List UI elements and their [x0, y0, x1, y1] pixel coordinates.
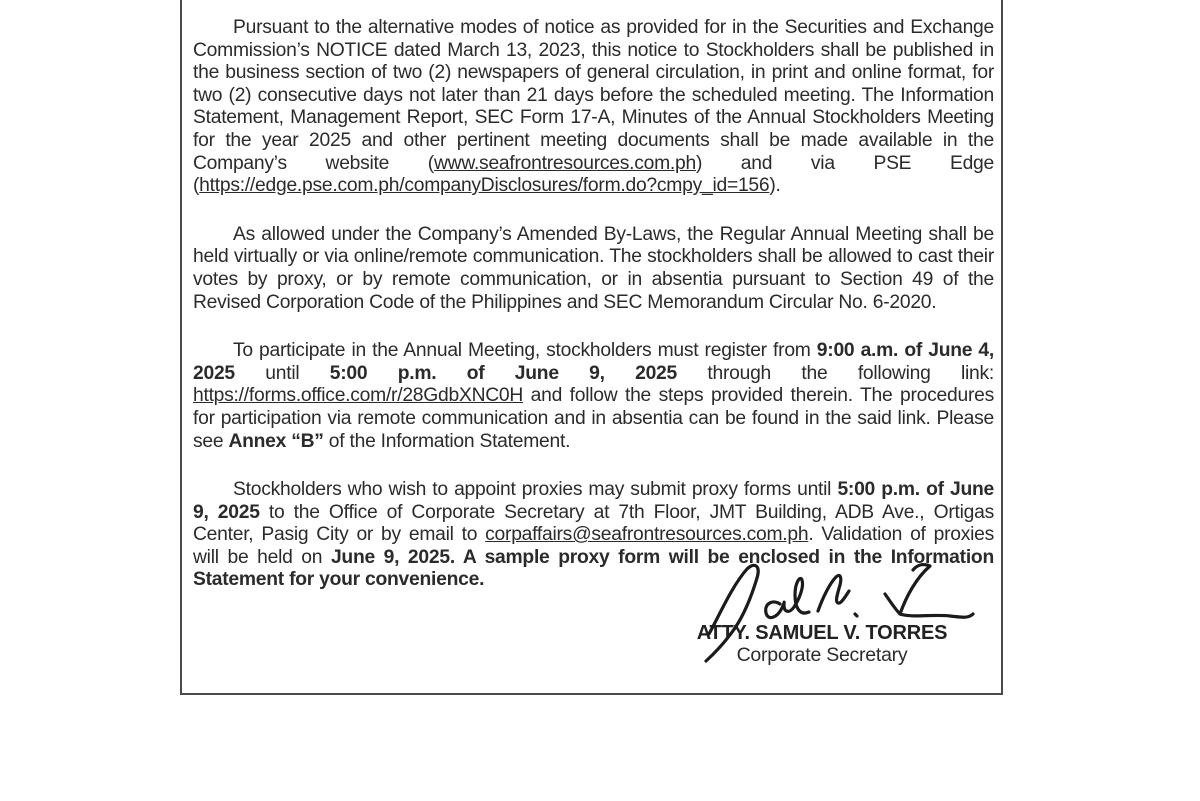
signatory-name: ATTY. SAMUEL V. TORRES [696, 622, 948, 645]
text-run: through the following link: [677, 362, 994, 384]
text-run: 9:00 a.m. of June 4, 2025 [193, 340, 994, 384]
text-run: Stockholders who wish to appoint proxies may submit proxy forms until [233, 479, 838, 501]
company-website-link[interactable]: www.seafrontresources.com.ph [433, 152, 696, 174]
notice-body [182, 0, 1001, 666]
paragraph-2 [193, 224, 994, 314]
text-run: Pursuant to the alternative modes of notice as provided for in the Securities and Exchange Commission’s NOTICE dated March 13, 2023, this notice to Stockholders shall be published in the business section of two (2) newspapers of general circulation, in print and online format, for two (2) consecutive days not later than 21 days before the scheduled meeting. The Information Statement, Management Report, SEC Form 17-A, Minutes of the Annual Stockholders Meeting for the year 2025 and other pertinent meeting documents shall be made available in the Company’s website ( [193, 17, 994, 174]
registration-form-link[interactable]: https://forms.office.com/r/28GdbXNC0H [193, 385, 524, 407]
text-run: ) and via PSE Edge ( [193, 152, 994, 197]
paragraph-4 [193, 479, 994, 592]
text-run: ). [769, 175, 781, 197]
signature-block [652, 622, 992, 666]
paragraph-1 [193, 17, 994, 198]
text-run: until [234, 362, 330, 384]
notice-frame [180, 0, 1003, 695]
text-run: June 9, 2025. A sample proxy form will be enclosed in the Information Statement for your convenience. [193, 546, 994, 591]
pse-edge-link[interactable]: https://edge.pse.com.ph/companyDisclosures/form.do?cmpy_id=156 [199, 175, 770, 197]
text-run: To participate in the Annual Meeting, stockholders must register from [233, 340, 817, 362]
text-run: 5:00 p.m. of June 9, 2025 [329, 362, 678, 384]
signatory-title: Corporate Secretary [736, 644, 908, 667]
text-run: of the Information Statement. [323, 430, 571, 452]
text-run: Annex “B” [228, 430, 324, 452]
paragraph-3 [193, 340, 994, 453]
text-run: and follow the steps provided therein. The procedures for participation via remote communication and in absentia can be found in the said link. Please see [193, 385, 994, 452]
text-run: to the Office of Corporate Secretary at 7th Floor, JMT Building, ADB Ave., Ortigas Center, Pasig City or by email to [193, 501, 994, 546]
text-run: . Validation of proxies will be held on [193, 524, 995, 568]
text-run: 5:00 p.m. of June 9, 2025 [193, 479, 995, 523]
email-link[interactable]: corpaffairs@seafrontresources.com.ph [485, 524, 809, 546]
text-run: As allowed under the Company’s Amended By-Laws, the Regular Annual Meeting shall be held virtually or via online/remote communication. The stockholders shall be allowed to cast their votes by proxy, or by remote communication, or in absentia pursuant to Section 49 of the Revised Corporation Code of the Philippines and SEC Memorandum Circular No. 6-2020. [193, 223, 994, 313]
